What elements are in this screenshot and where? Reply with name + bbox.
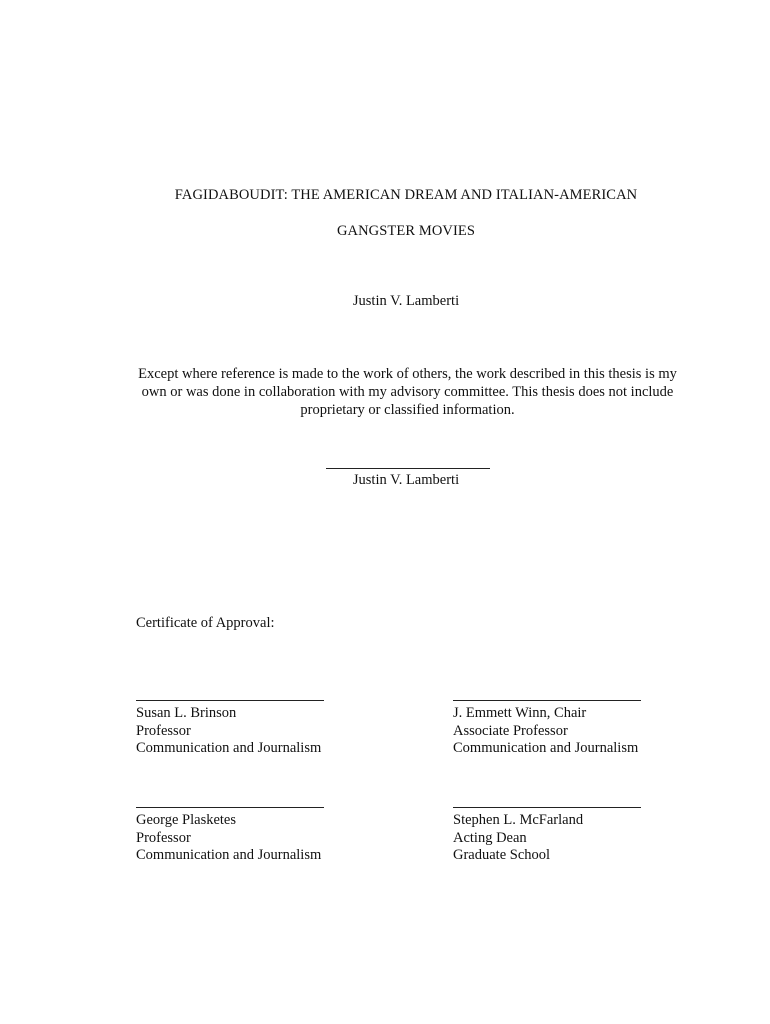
signer-department: Communication and Journalism — [136, 740, 322, 756]
signature-line — [453, 807, 641, 808]
signer-name: Susan L. Brinson — [136, 705, 237, 721]
signature-line — [136, 807, 324, 808]
author-signature-line — [326, 468, 490, 469]
signer-block — [453, 807, 663, 865]
signer-title: Acting Dean — [453, 829, 527, 846]
signer-title: Associate Professor — [453, 722, 568, 739]
signer-title: Professor — [136, 722, 191, 739]
thesis-title-line-1: FAGIDABOUDIT: THE AMERICAN DREAM AND ITALIAN-AMERICAN — [174, 187, 638, 203]
author-signature-name: Justin V. Lamberti — [352, 472, 460, 488]
signer-department: Graduate School — [453, 847, 551, 863]
signer-block — [453, 700, 663, 758]
thesis-title-line-2: GANGSTER MOVIES — [336, 223, 476, 239]
signer-block — [136, 700, 346, 758]
signer-department: Communication and Journalism — [136, 847, 322, 863]
signer-name: George Plasketes — [136, 812, 236, 828]
signer-name: Stephen L. McFarland — [453, 812, 584, 828]
signer-block — [136, 807, 346, 865]
signature-line — [136, 700, 324, 701]
signer-title: Professor — [136, 829, 191, 846]
author-name: Justin V. Lamberti — [352, 293, 460, 309]
originality-statement: Except where reference is made to the work of others, the work described in this thesis is my own or was done in collaboration with my advisory committee. This thesis does not include proprietary or classified information. — [138, 366, 677, 418]
certificate-of-approval-label: Certificate of Approval: — [136, 615, 275, 631]
signer-name: J. Emmett Winn, Chair — [453, 705, 587, 721]
signature-line — [453, 700, 641, 701]
signer-department: Communication and Journalism — [453, 740, 639, 756]
